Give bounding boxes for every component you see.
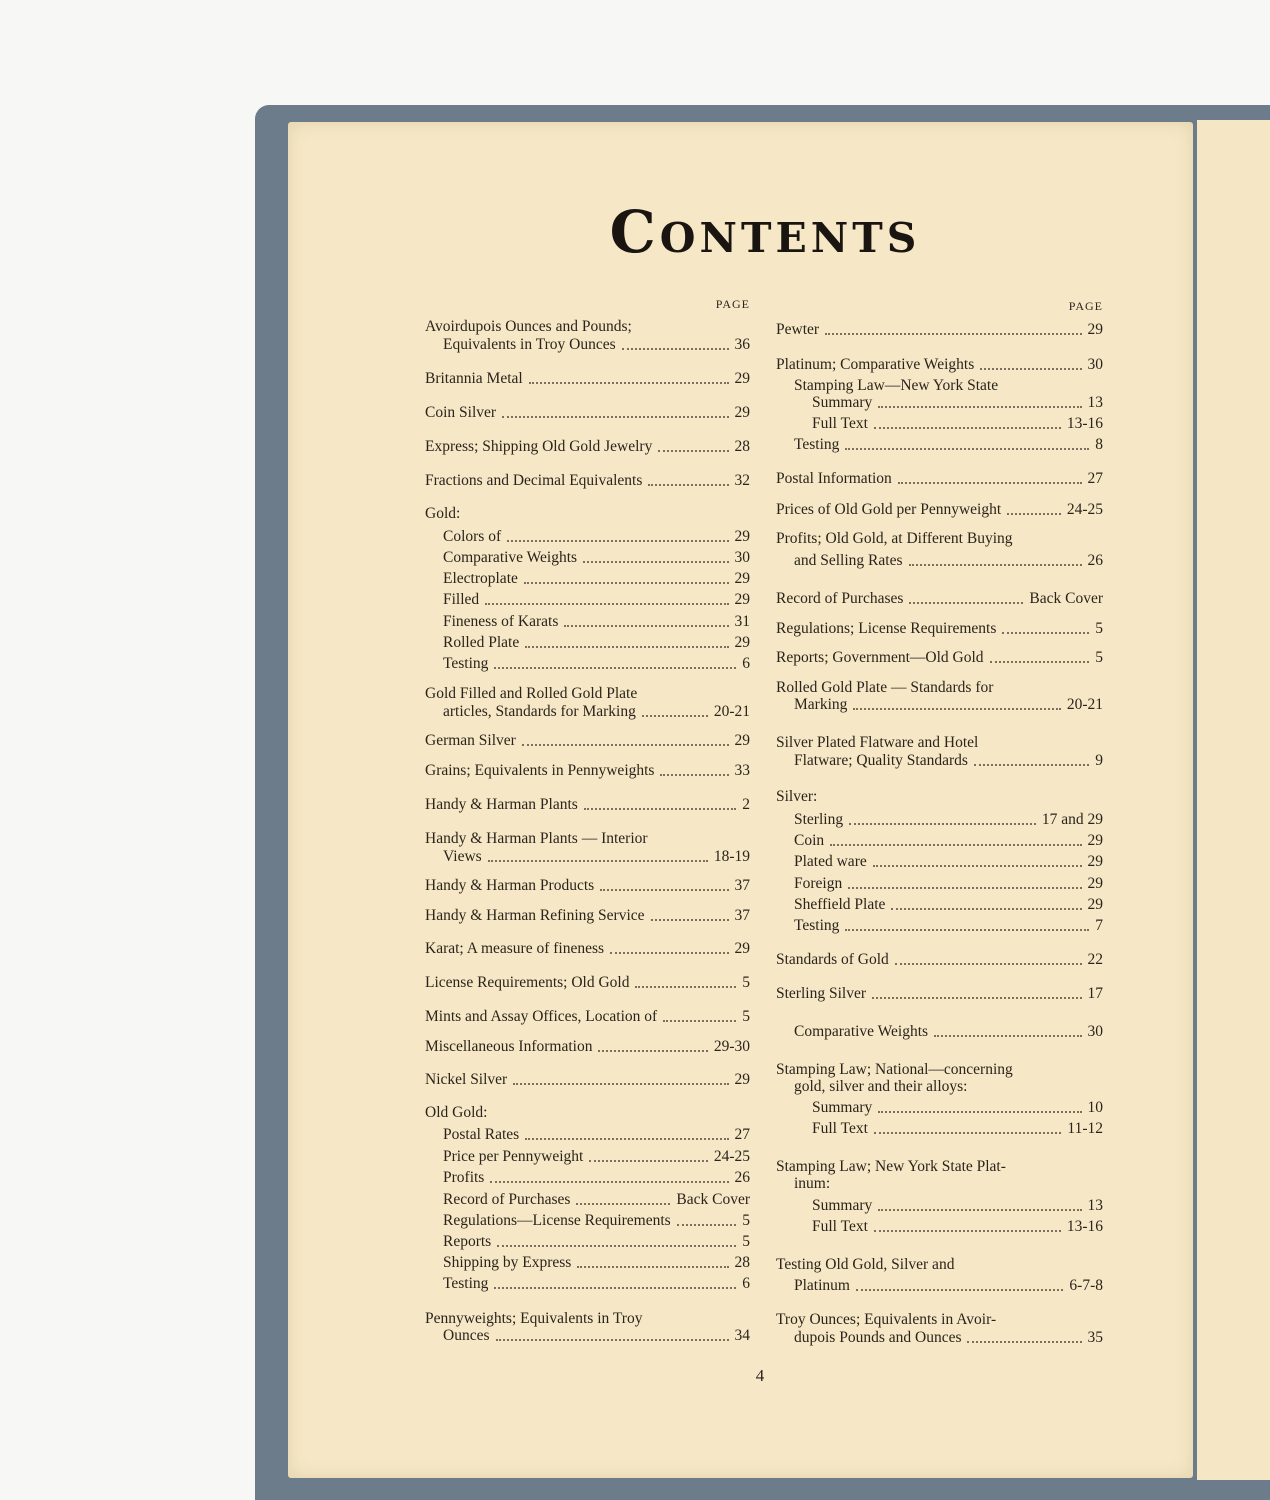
dot-leader xyxy=(610,952,728,954)
entry-page: 26 xyxy=(734,1169,750,1186)
entry-page: 5 xyxy=(1095,620,1103,637)
dot-leader xyxy=(990,661,1090,663)
dot-leader xyxy=(658,450,728,452)
entry-page: 2 xyxy=(742,796,750,813)
dot-leader xyxy=(934,1035,1081,1037)
dot-leader xyxy=(494,1287,736,1289)
dot-leader xyxy=(648,484,728,486)
entry-page: 29 xyxy=(734,940,750,957)
entry-label: Handy & Harman Products xyxy=(425,877,595,894)
entry-label: Silver: xyxy=(776,788,818,805)
entry-page: 6-7-8 xyxy=(1069,1277,1103,1294)
entry-page: 5 xyxy=(1095,649,1103,666)
dot-leader xyxy=(488,860,708,862)
entry-label: Record of Purchases xyxy=(776,590,904,607)
entry-page: 31 xyxy=(734,613,750,630)
contents-entry xyxy=(425,1210,750,1231)
entry-label: Karat; A measure of fineness xyxy=(425,940,605,957)
entry-label: Prices of Old Gold per Pennyweight xyxy=(776,501,1002,518)
contents-left-column xyxy=(425,294,750,1344)
entry-label: inum: xyxy=(794,1175,831,1192)
entry-page: 37 xyxy=(734,907,750,924)
dot-leader xyxy=(660,774,728,776)
entry-label: Standards of Gold xyxy=(776,951,889,968)
entry-page: 20-21 xyxy=(713,703,750,720)
entry-page: 10 xyxy=(1087,1099,1103,1116)
entry-page: 13-16 xyxy=(1066,415,1103,432)
entry-page: 5 xyxy=(742,1212,750,1229)
page-title: Contents xyxy=(609,198,921,266)
contents-entry xyxy=(776,1173,1103,1194)
contents-entry xyxy=(776,392,1103,413)
entry-label: Rolled Plate xyxy=(443,634,520,651)
contents-entry xyxy=(776,694,1103,715)
dot-leader xyxy=(878,406,1081,408)
contents-entry xyxy=(425,938,750,959)
entry-page: 29 xyxy=(734,1071,750,1088)
contents-entry xyxy=(425,632,750,653)
contents-entry xyxy=(776,588,1103,609)
contents-entry xyxy=(776,354,1103,375)
entry-label: Platinum; Comparative Weights xyxy=(776,356,975,373)
entry-label: Sterling Silver xyxy=(776,985,866,1002)
entry-page: 18-19 xyxy=(713,848,750,865)
contents-entry xyxy=(776,1097,1103,1118)
contents-entry xyxy=(425,1231,750,1252)
contents-entry xyxy=(425,568,750,589)
contents-entry xyxy=(425,547,750,568)
entry-page: 30 xyxy=(1087,1023,1103,1040)
contents-entry xyxy=(776,851,1103,872)
contents-entry xyxy=(776,1076,1103,1097)
contents-entry xyxy=(425,794,750,815)
dot-leader xyxy=(856,1289,1063,1291)
contents-entry xyxy=(776,809,1103,830)
contents-entry xyxy=(425,1273,750,1294)
contents-entry xyxy=(776,750,1103,771)
entry-label: Coin Silver xyxy=(425,404,497,421)
entry-page: 6 xyxy=(742,655,750,672)
entry-label: Testing xyxy=(443,655,489,672)
dot-leader xyxy=(677,1224,737,1226)
dot-leader xyxy=(825,333,1081,335)
contents-entry xyxy=(425,611,750,632)
dot-leader xyxy=(622,348,729,350)
entry-label: dupois Pounds and Ounces xyxy=(794,1329,962,1346)
entry-label: Old Gold: xyxy=(425,1104,488,1121)
entry-label: Postal Rates xyxy=(443,1126,520,1143)
contents-entry xyxy=(425,1189,750,1210)
entry-label: Electroplate xyxy=(443,570,518,587)
contents-entry xyxy=(776,434,1103,455)
entry-label: Pennyweights; Equivalents in Troy xyxy=(425,1310,643,1327)
entry-label: Pewter xyxy=(776,321,820,338)
entry-label: Summary xyxy=(812,1099,873,1116)
entry-label: License Requirements; Old Gold xyxy=(425,974,630,991)
contents-entry xyxy=(425,470,750,491)
dot-leader xyxy=(895,963,1082,965)
entry-label: Rolled Gold Plate — Standards for xyxy=(776,679,994,696)
contents-entry xyxy=(776,1118,1103,1139)
entry-page: 29 xyxy=(1087,896,1103,913)
contents-entry xyxy=(776,618,1103,639)
dot-leader xyxy=(1002,632,1089,634)
entry-label: Avoirdupois Ounces and Pounds; xyxy=(425,318,632,335)
entry-page: 29 xyxy=(734,570,750,587)
entry-label: Profits; Old Gold, at Different Buying xyxy=(776,530,1013,547)
entry-label: Testing Old Gold, Silver and xyxy=(776,1256,955,1273)
contents-entry xyxy=(776,830,1103,851)
entry-label: Handy & Harman Refining Service xyxy=(425,907,645,924)
contents-entry xyxy=(425,730,750,751)
entry-page: 22 xyxy=(1087,951,1103,968)
contents-entry xyxy=(425,1252,750,1273)
entry-page: 9 xyxy=(1095,752,1103,769)
dot-leader xyxy=(845,929,1089,931)
entry-page: 13 xyxy=(1087,394,1103,411)
contents-entry xyxy=(425,653,750,674)
entry-label: Sterling xyxy=(794,811,844,828)
dot-leader xyxy=(849,823,1036,825)
entry-page: 5 xyxy=(742,1008,750,1025)
contents-entry xyxy=(425,1124,750,1145)
entry-label: Miscellaneous Information xyxy=(425,1038,593,1055)
entry-page: 34 xyxy=(734,1327,750,1344)
entry-page: 37 xyxy=(734,877,750,894)
entry-label: Record of Purchases xyxy=(443,1191,571,1208)
entry-page: 17 xyxy=(1087,985,1103,1002)
entry-label: Sheffield Plate xyxy=(794,896,886,913)
contents-entry xyxy=(776,786,1103,807)
contents-entry xyxy=(776,894,1103,915)
entry-label: Price per Pennyweight xyxy=(443,1148,584,1165)
dot-leader xyxy=(980,368,1081,370)
contents-entry xyxy=(776,319,1103,340)
contents-right-column xyxy=(776,296,1103,1346)
entry-page: 5 xyxy=(742,974,750,991)
entry-page: 11-12 xyxy=(1067,1120,1103,1137)
dot-leader xyxy=(529,382,729,384)
entry-label: Marking xyxy=(794,696,848,713)
entry-page: 32 xyxy=(734,472,750,489)
dot-leader xyxy=(589,1160,708,1162)
dot-leader xyxy=(909,602,1023,604)
contents-entry xyxy=(776,1195,1103,1216)
entry-page: 20-21 xyxy=(1066,696,1103,713)
entry-page: 29 xyxy=(734,404,750,421)
contents-entry xyxy=(425,1102,750,1123)
dot-leader xyxy=(663,1020,736,1022)
entry-page: 28 xyxy=(734,438,750,455)
contents-entry xyxy=(776,1254,1103,1275)
contents-entry xyxy=(776,915,1103,936)
entry-label: Full Text xyxy=(812,415,868,432)
entry-label: Nickel Silver xyxy=(425,1071,508,1088)
entry-page: 29 xyxy=(1087,321,1103,338)
contents-entry xyxy=(425,368,750,389)
dot-leader xyxy=(874,1230,1061,1232)
entry-label: and Selling Rates xyxy=(794,552,903,569)
contents-entry xyxy=(776,647,1103,668)
page-column-header: PAGE xyxy=(1068,299,1103,313)
dot-leader xyxy=(873,865,1082,867)
entry-page: 29 xyxy=(734,528,750,545)
dot-leader xyxy=(909,564,1082,566)
contents-entry xyxy=(425,972,750,993)
dot-leader xyxy=(974,764,1089,766)
dot-leader xyxy=(524,582,729,584)
entry-page: 24-25 xyxy=(713,1148,750,1165)
contents-entry xyxy=(425,436,750,457)
entry-label: Platinum xyxy=(794,1277,850,1294)
contents-entry xyxy=(425,503,750,524)
dot-leader xyxy=(584,808,736,810)
contents-entry xyxy=(776,528,1103,549)
entry-label: Foreign xyxy=(794,875,843,892)
dot-leader xyxy=(898,482,1082,484)
contents-entry xyxy=(776,499,1103,520)
dot-leader xyxy=(600,889,728,891)
entry-page: Back Cover xyxy=(1029,590,1103,607)
entry-label: German Silver xyxy=(425,732,516,749)
contents-entry xyxy=(425,701,750,722)
entry-page: 29-30 xyxy=(713,1038,750,1055)
dot-leader xyxy=(522,744,729,746)
dot-leader xyxy=(830,844,1081,846)
entry-page: 29 xyxy=(1087,875,1103,892)
entry-label: Troy Ounces; Equivalents in Avoir- xyxy=(776,1311,997,1328)
entry-label: Stamping Law; New York State Plat- xyxy=(776,1158,1006,1175)
contents-entry xyxy=(776,983,1103,1004)
dot-leader xyxy=(878,1209,1081,1211)
dot-leader xyxy=(576,1203,670,1205)
entry-page: 17 and 29 xyxy=(1041,811,1103,828)
entry-label: Comparative Weights xyxy=(443,549,578,566)
entry-label: Reports xyxy=(443,1233,492,1250)
contents-entry xyxy=(425,334,750,355)
dot-leader xyxy=(967,1341,1081,1343)
dot-leader xyxy=(848,887,1081,889)
dot-leader xyxy=(577,1266,728,1268)
dot-leader xyxy=(525,1138,728,1140)
contents-entry xyxy=(776,413,1103,434)
contents-entry xyxy=(425,1069,750,1090)
contents-entry xyxy=(425,905,750,926)
entry-page: 24-25 xyxy=(1066,501,1103,518)
entry-page: 35 xyxy=(1087,1329,1103,1346)
entry-page: 29 xyxy=(734,732,750,749)
entry-page: 36 xyxy=(734,336,750,353)
entry-label: Full Text xyxy=(812,1218,868,1235)
entry-label: Testing xyxy=(794,917,840,934)
entry-label: Colors of xyxy=(443,528,502,545)
entry-page: 6 xyxy=(742,1275,750,1292)
contents-entry xyxy=(776,1216,1103,1237)
contents-entry xyxy=(425,875,750,896)
entry-label: Express; Shipping Old Gold Jewelry xyxy=(425,438,653,455)
dot-leader xyxy=(497,1245,736,1247)
entry-page: 13 xyxy=(1087,1197,1103,1214)
entry-page: 29 xyxy=(734,634,750,651)
entry-label: Full Text xyxy=(812,1120,868,1137)
entry-label: Reports; Government—Old Gold xyxy=(776,649,984,666)
dot-leader xyxy=(507,540,728,542)
contents-entry xyxy=(425,589,750,610)
entry-label: Ounces xyxy=(443,1327,490,1344)
contents-entry xyxy=(425,1036,750,1057)
page-number: 4 xyxy=(755,1366,765,1385)
entry-label: Fineness of Karats xyxy=(443,613,559,630)
entry-page: 5 xyxy=(742,1233,750,1250)
entry-label: Filled xyxy=(443,591,480,608)
entry-page: 29 xyxy=(1087,853,1103,870)
entry-label: Britannia Metal xyxy=(425,370,523,387)
contents-entry xyxy=(425,1167,750,1188)
dot-leader xyxy=(651,919,729,921)
entry-label: Equivalents in Troy Ounces xyxy=(443,336,616,353)
entry-page: 33 xyxy=(734,762,750,779)
entry-label: Regulations—License Requirements xyxy=(443,1212,671,1229)
contents-entry xyxy=(425,402,750,423)
dot-leader xyxy=(874,427,1061,429)
entry-label: Fractions and Decimal Equivalents xyxy=(425,472,643,489)
dot-leader xyxy=(878,1111,1081,1113)
entry-label: Regulations; License Requirements xyxy=(776,620,997,637)
entry-label: Stamping Law; National—concerning xyxy=(776,1061,1013,1078)
entry-label: Shipping by Express xyxy=(443,1254,572,1271)
entry-page: 27 xyxy=(1087,470,1103,487)
entry-label: Gold Filled and Rolled Gold Plate xyxy=(425,685,638,702)
entry-label: Handy & Harman Plants — Interior xyxy=(425,830,648,847)
entry-page: 28 xyxy=(734,1254,750,1271)
dot-leader xyxy=(496,1339,729,1341)
entry-label: Summary xyxy=(812,394,873,411)
dot-leader xyxy=(490,1181,728,1183)
dot-leader xyxy=(485,603,728,605)
entry-label: Views xyxy=(443,848,482,865)
entry-label: Stamping Law—New York State xyxy=(794,377,999,394)
contents-entry xyxy=(776,949,1103,970)
entry-page: 29 xyxy=(734,370,750,387)
dot-leader xyxy=(845,448,1089,450)
entry-page: 26 xyxy=(1087,552,1103,569)
entry-label: Flatware; Quality Standards xyxy=(794,752,968,769)
entry-label: Gold: xyxy=(425,505,461,522)
page-column-header: PAGE xyxy=(715,297,750,311)
contents-entry xyxy=(425,760,750,781)
entry-page: 30 xyxy=(1087,356,1103,373)
entry-label: Plated ware xyxy=(794,853,867,870)
contents-entry xyxy=(776,550,1103,571)
contents-entry xyxy=(425,846,750,867)
entry-page: 8 xyxy=(1095,436,1103,453)
contents-entry xyxy=(425,1006,750,1027)
dot-leader xyxy=(874,1132,1062,1134)
contents-entry xyxy=(425,526,750,547)
dot-leader xyxy=(494,667,736,669)
entry-page: 30 xyxy=(734,549,750,566)
entry-label: articles, Standards for Marking xyxy=(443,703,636,720)
entry-label: Silver Plated Flatware and Hotel xyxy=(776,734,979,751)
dot-leader xyxy=(853,708,1060,710)
dot-leader xyxy=(1007,513,1061,515)
facing-page-edge xyxy=(1197,120,1270,1480)
dot-leader xyxy=(525,646,728,648)
entry-page: Back Cover xyxy=(676,1191,750,1208)
contents-entry xyxy=(776,468,1103,489)
entry-label: Handy & Harman Plants xyxy=(425,796,578,813)
entry-label: Mints and Assay Offices, Location of xyxy=(425,1008,658,1025)
entry-label: Comparative Weights xyxy=(794,1023,929,1040)
dot-leader xyxy=(502,416,728,418)
entry-page: 27 xyxy=(734,1126,750,1143)
contents-entry xyxy=(425,1325,750,1346)
contents-entry xyxy=(776,1275,1103,1296)
dot-leader xyxy=(642,715,708,717)
dot-leader xyxy=(891,908,1081,910)
entry-label: Grains; Equivalents in Pennyweights xyxy=(425,762,655,779)
entry-label: gold, silver and their alloys: xyxy=(794,1078,968,1095)
entry-label: Testing xyxy=(794,436,840,453)
entry-label: Profits xyxy=(443,1169,485,1186)
entry-label: Testing xyxy=(443,1275,489,1292)
dot-leader xyxy=(598,1050,707,1052)
entry-page: 13-16 xyxy=(1066,1218,1103,1235)
dot-leader xyxy=(872,997,1082,999)
contents-entry xyxy=(776,1021,1103,1042)
entry-label: Postal Information xyxy=(776,470,892,487)
entry-page: 29 xyxy=(1087,832,1103,849)
contents-entry xyxy=(776,873,1103,894)
dot-leader xyxy=(635,986,736,988)
dot-leader xyxy=(583,561,728,563)
entry-label: Summary xyxy=(812,1197,873,1214)
entry-page: 7 xyxy=(1095,917,1103,934)
entry-page: 29 xyxy=(734,591,750,608)
entry-label: Coin xyxy=(794,832,825,849)
dot-leader xyxy=(564,625,728,627)
dot-leader xyxy=(513,1083,728,1085)
contents-entry xyxy=(776,1327,1103,1348)
contents-entry xyxy=(425,1146,750,1167)
